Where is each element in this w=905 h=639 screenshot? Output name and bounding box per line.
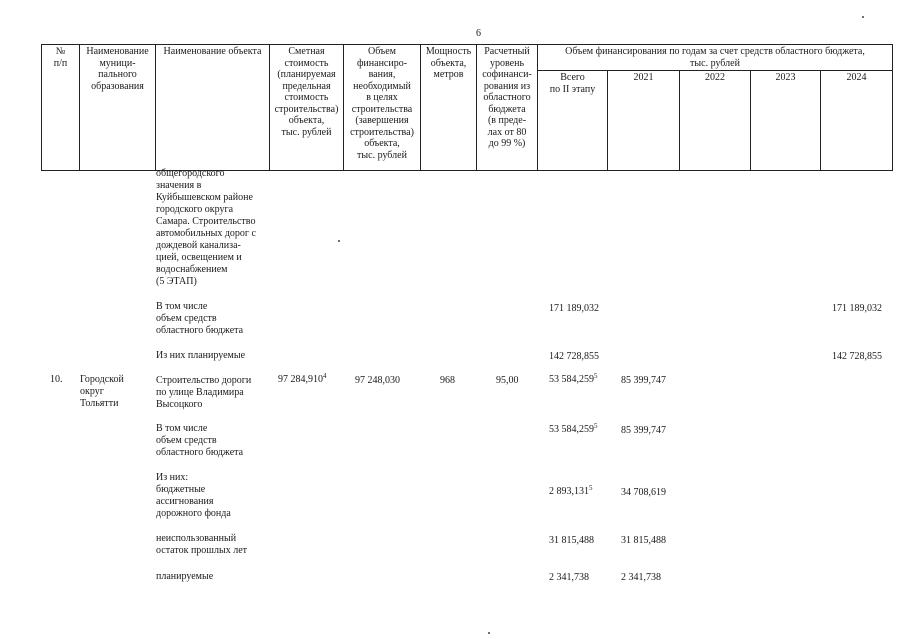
header-table — [41, 44, 893, 171]
row10-cost: 97 284,910$^4$ — [278, 372, 327, 385]
road-fund-label: Из них: бюджетные ассигнования дорожного фонда — [156, 472, 231, 519]
incl-2021-2: 85 399,747 — [621, 425, 666, 436]
header-year-2021: 2021 — [608, 71, 680, 171]
road-fund-total-footnote: 5 — [589, 484, 593, 492]
header-municipality: Наименование муници- пального образования — [80, 45, 156, 171]
unused-2021: 31 815,488 — [621, 535, 666, 546]
unused-total: 31 815,488 — [549, 535, 594, 546]
planned-2024-1: 142 728,855 — [832, 351, 882, 362]
incl-2024-1: 171 189,032 — [832, 303, 882, 314]
header-capacity: Мощность объекта, метров — [421, 45, 477, 171]
unused-label: неиспользованный остаток прошлых лет — [156, 533, 248, 556]
header-regional-funding: Объем финансирования по годам за счет средств областного бюджета, тыс. рублей — [538, 45, 893, 71]
header-year-2024: 2024 — [821, 71, 893, 171]
row10-cost-footnote: 4 — [323, 372, 327, 380]
row10-2021: 85 399,747 — [621, 375, 666, 386]
scan-speck — [338, 240, 340, 242]
row10-total: 53 584,259$^5$ — [549, 372, 598, 385]
scan-speck — [862, 16, 864, 18]
incl-label-2: В том числе объем средств областного бюджета — [156, 423, 244, 458]
row10-total-footnote: 5 — [594, 372, 598, 380]
header-object: Наименование объекта — [156, 45, 270, 171]
continuation-object-text: общегородского значения в Куйбышевском районе городского округа Самара. Строительство автомобильных дорог с дождевой канализа- цией, освещением и водоснабжением (5 ЭТАП) — [156, 168, 256, 287]
row10-municipality: Городской округ Тольятти — [80, 374, 124, 409]
header-estimated-cost: Сметная стоимость (планируемая предельная стоимость строительства) объекта, тыс. рублей — [270, 45, 344, 171]
scan-speck — [488, 632, 490, 634]
row10-cofin: 95,00 — [496, 375, 519, 386]
incl-total-1: 171 189,032 — [549, 303, 599, 314]
incl-total-2-footnote: 5 — [594, 422, 598, 430]
road-fund-2021: 34 708,619 — [621, 487, 666, 498]
header-year-2022: 2022 — [680, 71, 751, 171]
header-funding-volume: Объем финансиро- вания, необходимый в целях строительства (завершения строительства) объекта, тыс. рублей — [344, 45, 421, 171]
road-fund-total: 2 893,131$^5$ — [549, 484, 593, 497]
row10-volume: 97 248,030 — [355, 375, 400, 386]
planned-2021-2: 2 341,738 — [621, 572, 661, 583]
incl-total-2: 53 584,259$^5$ — [549, 422, 598, 435]
header-total-stage: Всего по II этапу — [538, 71, 608, 171]
header-cofinancing: Расчетный уровень софинанси- рования из областного бюджета (в преде- лах от 80 до 99 %) — [477, 45, 538, 171]
planned-label-1: Из них планируемые — [156, 350, 246, 361]
planned-total-2: 2 341,738 — [549, 572, 589, 583]
planned-total-1: 142 728,855 — [549, 351, 599, 362]
page-number: 6 — [476, 28, 481, 39]
incl-label-1: В том числе объем средств областного бюджета — [156, 301, 244, 336]
row10-object: Строительство дороги по улице Владимира Высоцкого — [156, 375, 252, 410]
planned-label-2: планируемые — [156, 571, 214, 582]
row10-capacity: 968 — [440, 375, 455, 386]
header-num: № п/п — [42, 45, 80, 171]
header-year-2023: 2023 — [751, 71, 821, 171]
row10-num: 10. — [50, 374, 63, 385]
